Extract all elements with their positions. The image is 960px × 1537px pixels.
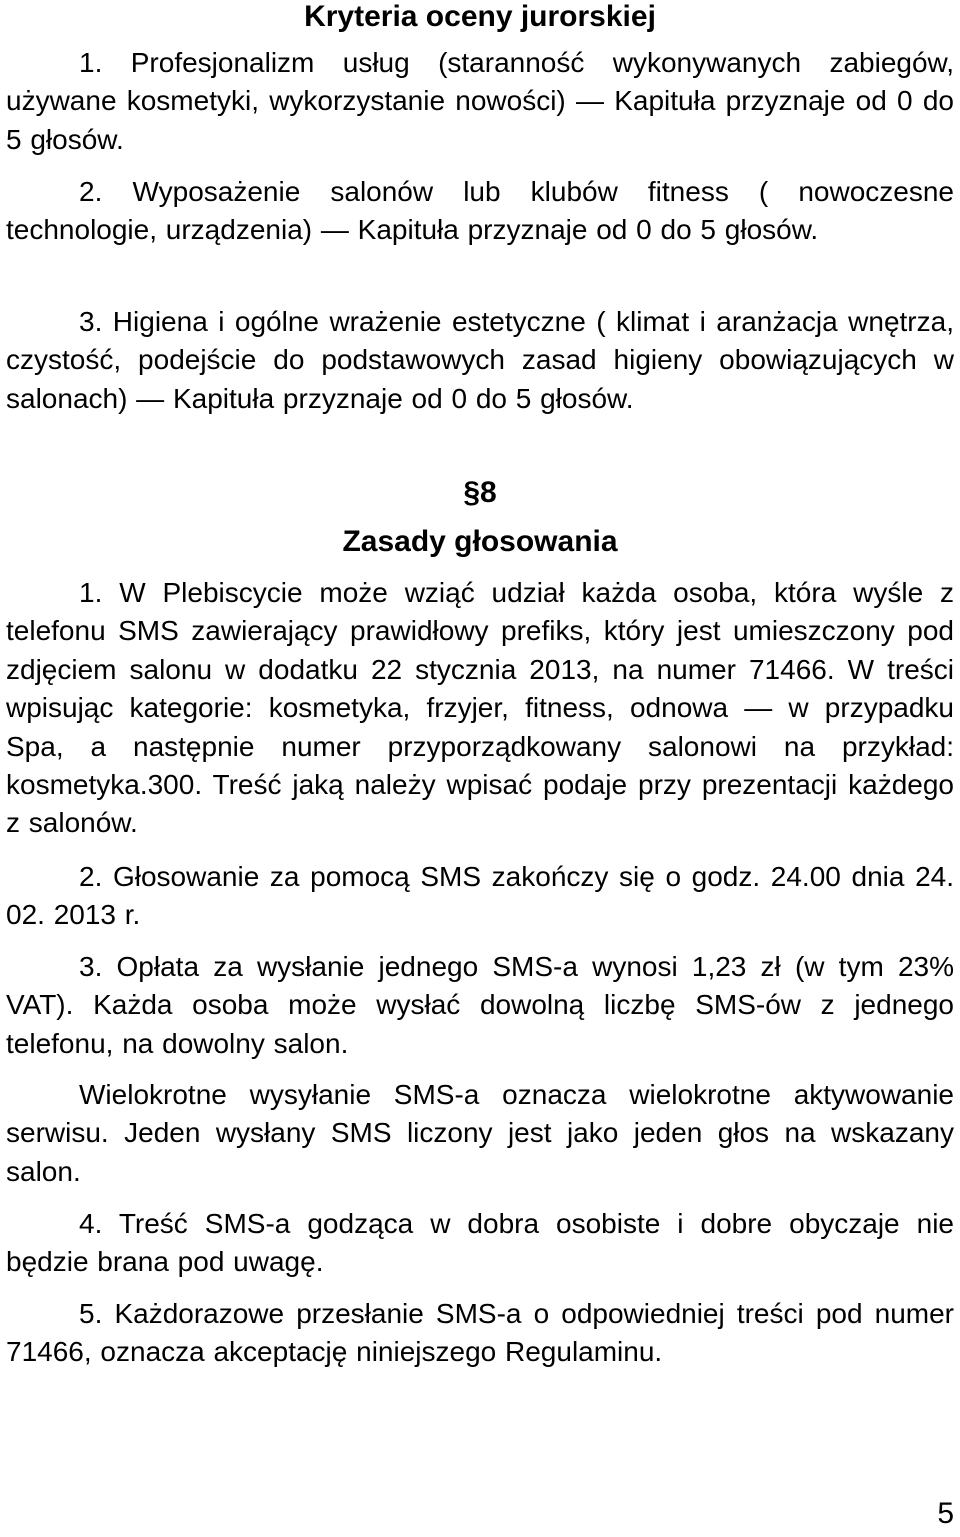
voting-rule-4: 4. Treść SMS-a godząca w dobra osobiste i dobre obyczaje nie będzie brana pod uwagę.	[6, 1208, 954, 1278]
criteria-heading: Kryteria oceny jurorskiej	[304, 0, 656, 33]
voting-rule-2: 2. Głosowanie za pomocą SMS zakończy się o godz. 24.00 dnia 24. 02. 2013 r.	[6, 861, 954, 931]
voting-rule-note: Wielokrotne wysyłanie SMS-a oznacza wielokrotne aktywowanie serwisu. Jeden wysłany SMS liczony jest jako jeden głos na wskazany salon.	[6, 1079, 954, 1187]
criteria-item-1: 1. Profesjonalizm usług (staranność wykonywanych zabiegów, używane kosmetyki, wykorzystanie nowości) — Kapituła przyznaje od 0 do 5 głosów.	[6, 47, 954, 155]
page-number: 5	[937, 1497, 954, 1530]
section-sign: §8	[463, 476, 497, 509]
criteria-item-3: 3. Higiena i ogólne wrażenie estetyczne ( klimat i aranżacja wnętrza, czystość, podejście do podstawowych zasad higieny obowiązujących w salonach) — Kapituła przyznaje od 0 do 5 głosów.	[6, 306, 954, 414]
voting-rules-heading: Zasady głosowania	[342, 525, 618, 558]
voting-rule-1: 1. W Plebiscycie może wziąć udział każda osoba, która wyśle z telefonu SMS zawierający prawidłowy prefiks, który jest umieszczony pod zdjęciem salonu w dodatku 22 stycznia 2013, na numer 71466. W treści wpisując kategorie: kosmetyka, frzyjer, fitness, odnowa — w przypadku Spa, a następnie numer przyporządkowany salonowi na przykład: kosmetyka.300. Treść jaką należy wpisać podaje przy prezentacji każdego z salonów.	[6, 577, 954, 839]
voting-rule-3: 3. Opłata za wysłanie jednego SMS-a wynosi 1,23 zł (w tym 23% VAT). Każda osoba może wysłać dowolną liczbę SMS-ów z jednego telefonu, na dowolny salon.	[6, 951, 954, 1059]
criteria-item-2: 2. Wyposażenie salonów lub klubów fitness ( nowoczesne technologie, urządzenia) — Kapituła przyznaje od 0 do 5 głosów.	[6, 176, 954, 246]
voting-rule-5: 5. Każdorazowe przesłanie SMS-a o odpowiedniej treści pod numer 71466, oznacza akceptację niniejszego Regulaminu.	[6, 1298, 954, 1368]
